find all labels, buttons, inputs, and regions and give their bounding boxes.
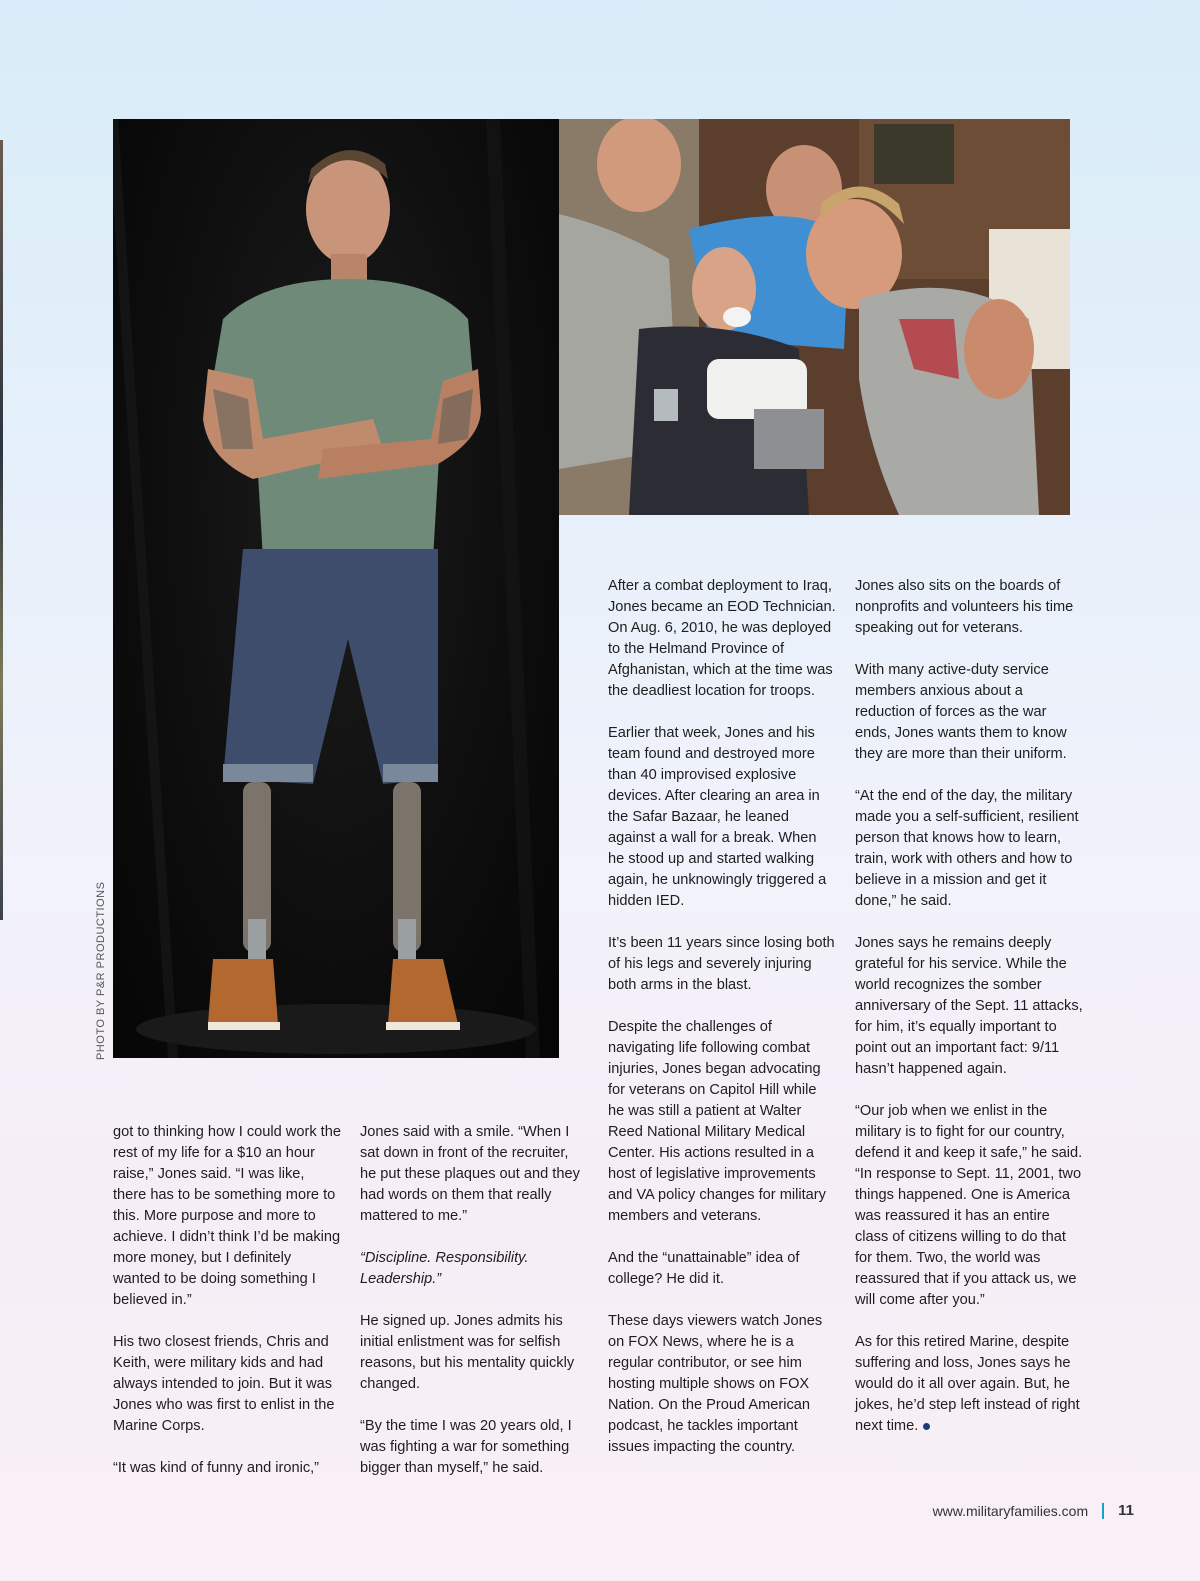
last-paragraph [855, 1332, 1083, 1437]
group-photo [559, 119, 1070, 515]
photo-credit: PHOTO BY P&R PRODUCTIONS [95, 881, 107, 1060]
paragraph-text: As for this retired Marine, despite suffering and loss, Jones says he would do it all over again. But, he jokes, he’d step left instead of right next time. [855, 1334, 1080, 1434]
paragraph: “Our job when we enlist in the military is to fight for our country, defend it and keep it safe,” he said. “In response to Sept. 11, 2001, two things happened. One is America was reassured it has an entire class of citizens willing to do that for them. Two, the world was reassured that if you attack us, we will come after you.” [855, 1103, 1083, 1308]
article-column-2 [360, 1122, 588, 1479]
paragraph: Earlier that week, Jones and his team found and destroyed more than 40 improvised explosive devices. After clearing an area in the Safar Bazaar, he leaned against a wall for a break. When he stood up and started walking again, he unknowingly triggered a hidden IED. [608, 725, 827, 909]
paragraph: He signed up. Jones admits his initial enlistment was for selfish reasons, but his mentality quickly changed. [360, 1313, 575, 1392]
paragraph: “It was kind of funny and ironic,” [113, 1460, 320, 1476]
page-number: 11 [1118, 1502, 1134, 1519]
paragraph: After a combat deployment to Iraq, Jones became an EOD Technician. On Aug. 6, 2010, he was deployed to the Helmand Province of Afghanistan, which at the time was the deadliest location for troops. [608, 578, 836, 699]
paragraph: “At the end of the day, the military made you a self-sufficient, resilient person that knows how to learn, train, work with others and how to believe in a mission and get it done,” he said. [855, 788, 1079, 909]
article-column-1 [113, 1122, 341, 1479]
website-link[interactable]: www.militaryfamilies.com [932, 1502, 1089, 1519]
paragraph: It’s been 11 years since losing both of his legs and severely injuring both arms in the blast. [608, 935, 835, 993]
paragraph: Jones also sits on the boards of nonprofits and volunteers his time speaking out for veterans. [855, 578, 1074, 636]
paragraph: got to thinking how I could work the rest of my life for a $10 an hour raise,” Jones said. “I was like, there has to be something more to this. More purpose and more to achieve. I didn’t think I’d be making more money, but I definitely wanted to be doing something I believed in.” [113, 1124, 341, 1308]
paragraph: Jones said with a smile. “When I sat down in front of the recruiter, he put these plaques out and they had words on them that really mattered to me.” [360, 1124, 580, 1224]
paragraph: Jones says he remains deeply grateful for his service. While the world recognizes the somber anniversary of the Sept. 11 attacks, for him, it’s equally important to point out an important fact: 9/11 hasn’t happened again. [855, 935, 1083, 1077]
paragraph: Despite the challenges of navigating life following combat injuries, Jones began advocating for veterans on Capitol Hill while he was still a patient at Walter Reed National Military Medical Center. His actions resulted in a host of legislative improvements and VA policy changes for military members and veterans. [608, 1019, 826, 1224]
footer-divider [1102, 1503, 1104, 1519]
page-footer [933, 1502, 1134, 1519]
paragraph: With many active-duty service members anxious about a reduction of forces as the war ends, Jones wants them to know they are more than their uniform. [855, 662, 1067, 762]
end-of-article-icon [923, 1423, 930, 1430]
paragraph: “By the time I was 20 years old, I was fighting a war for something bigger than myself,” he said. [360, 1418, 572, 1476]
paragraph: And the “unattainable” idea of college? He did it. [608, 1250, 800, 1287]
portrait-photo [113, 119, 559, 1058]
italic-quote: “Discipline. Responsibility. Leadership.” [360, 1250, 529, 1287]
article-column-4 [855, 576, 1083, 1437]
article-column-3 [608, 576, 836, 1458]
paragraph: These days viewers watch Jones on FOX News, where he is a regular contributor, or see him hosting multiple shows on FOX Nation. On the Proud American podcast, he tackles important issues impacting the country. [608, 1313, 823, 1455]
paragraph: His two closest friends, Chris and Keith, were military kids and had always intended to join. But it was Jones who was first to enlist in the Marine Corps. [113, 1334, 335, 1434]
adjacent-page-edge [0, 140, 3, 920]
